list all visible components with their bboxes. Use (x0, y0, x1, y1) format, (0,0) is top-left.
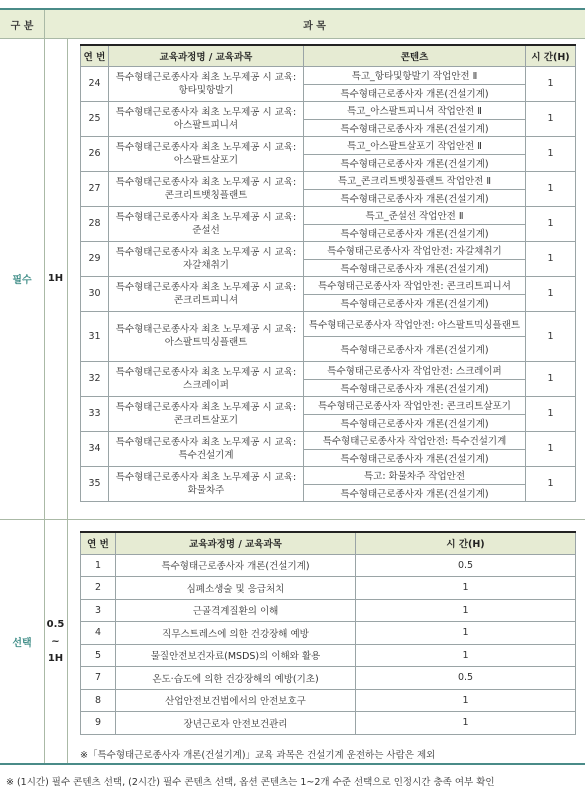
elective-hours-min: 0.5 (46, 618, 65, 630)
header-course: 과 목 (303, 20, 326, 32)
row-course: 장년근로자 안전보건관리 (116, 712, 356, 735)
row-content-primary: 특수형태근로종사자 작업안전: 스크레이퍼 (304, 361, 526, 379)
row-hours: 1 (356, 712, 576, 735)
row-course (109, 396, 304, 431)
elective-hours-sep: ~ (51, 635, 60, 647)
footer-note: ※ (1시간) 필수 콘텐츠 선택, (2시간) 필수 콘텐츠 선택, 옵션 콘텐츠는 1~2개 수준 선택으로 인정시간 충족 여부 확인 (6, 777, 495, 788)
row-number: 29 (81, 241, 109, 276)
table-row (81, 136, 576, 154)
table-row (81, 667, 576, 690)
row-course-line1: 특수형태근로종사자 최초 노무제공 시 교육: (115, 71, 297, 83)
table-row (81, 276, 576, 294)
row-number: 32 (81, 361, 109, 396)
row-course (109, 66, 304, 101)
row-content-secondary: 특수형태근로종사자 개론(건설기계) (304, 336, 526, 361)
table-row (81, 241, 576, 259)
row-content-secondary: 특수형태근로종사자 개론(건설기계) (304, 294, 526, 311)
table-row (81, 712, 576, 735)
row-course: 물질안전보건자료(MSDS)의 이해와 활용 (116, 644, 356, 667)
row-number: 34 (81, 431, 109, 466)
row-content-primary: 특고_준설선 작업안전 Ⅱ (304, 206, 526, 224)
row-content-secondary: 특수형태근로종사자 개론(건설기계) (304, 259, 526, 276)
col-header-no: 연 번 (81, 45, 109, 66)
row-number: 35 (81, 466, 109, 501)
row-hours: 1 (356, 577, 576, 600)
row-course-line2: 화물차주 (187, 484, 225, 496)
row-number: 31 (81, 311, 109, 361)
col-header-no: 연 번 (81, 532, 116, 554)
table-row (81, 101, 576, 119)
row-hours: 1 (526, 206, 576, 241)
table-row (81, 644, 576, 667)
row-course: 근골격계질환의 이해 (116, 599, 356, 622)
row-number: 8 (81, 689, 116, 712)
col-header-hours: 시 간(H) (356, 532, 576, 554)
elective-hours (44, 519, 67, 763)
row-course-line2: 콘크리트피니셔 (173, 294, 239, 306)
elective-hours-max: 1H (47, 652, 64, 664)
table-row (81, 466, 576, 484)
row-hours: 0.5 (356, 554, 576, 577)
row-content-secondary: 특수형태근로종사자 개론(건설기계) (304, 154, 526, 171)
row-content-primary: 특고_아스팔트살포기 작업안전 Ⅱ (304, 136, 526, 154)
row-hours: 1 (526, 361, 576, 396)
col-header-course: 교육과정명 / 교육과목 (116, 532, 356, 554)
row-course-line2: 준설선 (192, 224, 220, 236)
row-course: 특수형태근로종사자 개론(건설기계) (116, 554, 356, 577)
row-hours: 1 (526, 311, 576, 361)
elective-note: ※「특수형태근로종사자 개론(건설기계)」교육 과목은 건설기계 운전하는 사람은 제외 (80, 750, 436, 761)
row-content-secondary: 특수형태근로종사자 개론(건설기계) (304, 379, 526, 396)
row-content-secondary: 특수형태근로종사자 개론(건설기계) (304, 414, 526, 431)
row-content-secondary: 특수형태근로종사자 개론(건설기계) (304, 84, 526, 101)
row-hours: 1 (526, 101, 576, 136)
row-course (109, 276, 304, 311)
row-course-line2: 스크레이퍼 (183, 379, 229, 391)
row-content-primary: 특수형태근로종사자 작업안전: 특수건설기계 (304, 431, 526, 449)
row-course-line1: 특수형태근로종사자 최초 노무제공 시 교육: (115, 471, 297, 483)
required-category: 필수 (12, 275, 32, 286)
row-hours: 1 (526, 396, 576, 431)
required-hours: 1H (47, 273, 64, 284)
row-number: 2 (81, 577, 116, 600)
header-divider (0, 38, 585, 39)
row-course-line2: 아스팔트피니셔 (173, 119, 239, 131)
row-content-primary: 특수형태근로종사자 작업안전: 콘크리트살포기 (304, 396, 526, 414)
row-course (109, 136, 304, 171)
row-course (109, 206, 304, 241)
row-number: 1 (81, 554, 116, 577)
row-course-line1: 특수형태근로종사자 최초 노무제공 시 교육: (115, 106, 297, 118)
row-content-secondary: 특수형태근로종사자 개론(건설기계) (304, 119, 526, 136)
row-content-secondary: 특수형태근로종사자 개론(건설기계) (304, 449, 526, 466)
row-hours: 1 (526, 171, 576, 206)
row-course-line1: 특수형태근로종사자 최초 노무제공 시 교육: (115, 401, 297, 413)
table-row (81, 554, 576, 577)
row-number: 3 (81, 599, 116, 622)
col-header-hours: 시 간(H) (526, 45, 576, 66)
row-content-primary: 특고_아스팔트피니셔 작업안전 Ⅱ (304, 101, 526, 119)
bottom-border (0, 763, 585, 765)
row-course (109, 311, 304, 361)
row-course-line1: 특수형태근로종사자 최초 노무제공 시 교육: (115, 281, 297, 293)
elective-category: 선택 (12, 637, 32, 649)
table-row (81, 689, 576, 712)
row-course (109, 101, 304, 136)
row-course: 온도·습도에 의한 건강장해의 예방(기초) (116, 667, 356, 690)
table-row (81, 361, 576, 379)
row-hours: 1 (526, 136, 576, 171)
section-divider (0, 519, 585, 520)
row-course-line2: 자갈채취기 (183, 259, 229, 271)
row-course-line1: 특수형태근로종사자 최초 노무제공 시 교육: (115, 141, 297, 153)
row-content-secondary: 특수형태근로종사자 개론(건설기계) (304, 189, 526, 206)
row-course (109, 466, 304, 501)
row-content-primary: 특고_항타및항발기 작업안전 Ⅱ (304, 66, 526, 84)
row-content-primary: 특수형태근로종사자 작업안전: 자갈채취기 (304, 241, 526, 259)
table-row (81, 431, 576, 449)
row-number: 7 (81, 667, 116, 690)
col-header-course: 교육과정명 / 교육과목 (109, 45, 304, 66)
row-course-line2: 아스팔트살포기 (173, 154, 239, 166)
row-course (109, 361, 304, 396)
table-row (81, 66, 576, 84)
row-course-line1: 특수형태근로종사자 최초 노무제공 시 교육: (115, 324, 297, 335)
table-header-row (81, 45, 576, 66)
row-hours: 1 (526, 466, 576, 501)
row-number: 27 (81, 171, 109, 206)
row-course-line1: 특수형태근로종사자 최초 노무제공 시 교육: (115, 211, 297, 223)
row-course: 심폐소생술 및 응급처치 (116, 577, 356, 600)
row-number: 4 (81, 622, 116, 645)
row-number: 9 (81, 712, 116, 735)
row-course-line1: 특수형태근로종사자 최초 노무제공 시 교육: (115, 366, 297, 378)
row-course (109, 431, 304, 466)
row-content-primary: 특수형태근로종사자 작업안전: 아스팔트믹싱플랜트 (304, 311, 526, 336)
row-content-primary: 특수형태근로종사자 작업안전: 콘크리트피니셔 (304, 276, 526, 294)
row-number: 25 (81, 101, 109, 136)
row-course-line1: 특수형태근로종사자 최초 노무제공 시 교육: (115, 176, 297, 188)
row-hours: 1 (526, 276, 576, 311)
row-number: 30 (81, 276, 109, 311)
row-content-primary: 특고_콘크리트뱃칭플랜트 작업안전 Ⅱ (304, 171, 526, 189)
row-number: 26 (81, 136, 109, 171)
table-row (81, 396, 576, 414)
table-row (81, 206, 576, 224)
row-hours: 1 (526, 431, 576, 466)
row-course-line2: 특수건설기계 (178, 449, 234, 461)
table-row (81, 311, 576, 336)
row-number: 33 (81, 396, 109, 431)
row-content-primary: 특고: 화물차주 작업안전 (304, 466, 526, 484)
table-row (81, 599, 576, 622)
elective-table (80, 531, 576, 735)
row-hours: 1 (526, 66, 576, 101)
row-course-line1: 특수형태근로종사자 최초 노무제공 시 교육: (115, 246, 297, 258)
row-hours: 1 (526, 241, 576, 276)
table-row (81, 577, 576, 600)
col-header-content: 콘텐츠 (304, 45, 526, 66)
table-row (81, 171, 576, 189)
table-header-row (81, 532, 576, 554)
row-course-line2: 아스팔트믹싱플랜트 (164, 337, 248, 348)
row-course: 산업안전보건법에서의 안전보호구 (116, 689, 356, 712)
row-number: 5 (81, 644, 116, 667)
table-row (81, 622, 576, 645)
row-course: 직무스트레스에 의한 건강장해 예방 (116, 622, 356, 645)
row-hours: 1 (356, 599, 576, 622)
row-course-line1: 특수형태근로종사자 최초 노무제공 시 교육: (115, 436, 297, 448)
header-category: 구 분 (10, 20, 34, 32)
row-course (109, 171, 304, 206)
hours-divider (67, 38, 68, 764)
row-hours: 1 (356, 689, 576, 712)
row-course-line2: 콘크리트뱃칭플랜트 (164, 189, 248, 201)
row-number: 28 (81, 206, 109, 241)
row-hours: 1 (356, 644, 576, 667)
row-content-secondary: 특수형태근로종사자 개론(건설기계) (304, 224, 526, 241)
row-hours: 0.5 (356, 667, 576, 690)
required-table (80, 44, 576, 502)
row-number: 24 (81, 66, 109, 101)
row-course (109, 241, 304, 276)
row-hours: 1 (356, 622, 576, 645)
row-content-secondary: 특수형태근로종사자 개론(건설기계) (304, 484, 526, 501)
row-course-line2: 항타및항발기 (178, 84, 234, 96)
row-course-line2: 콘크리트살포기 (173, 414, 239, 426)
